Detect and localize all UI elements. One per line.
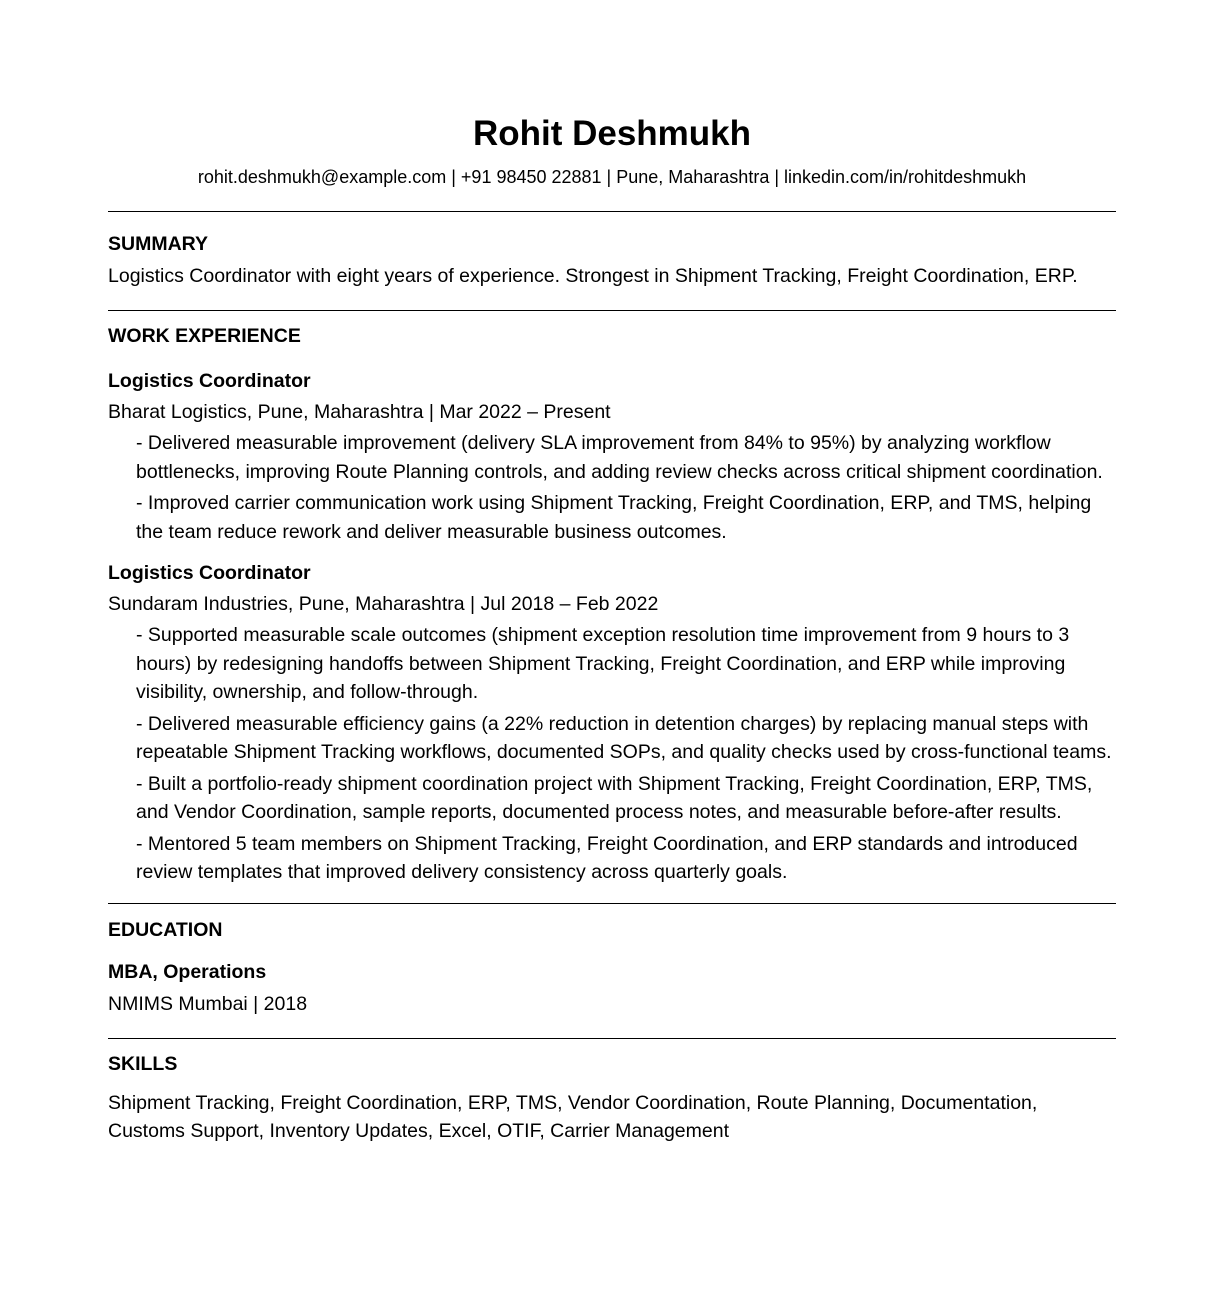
contact-line: rohit.deshmukh@example.com | +91 98450 22881 | Pune, Maharashtra | linkedin.com/in/rohitdeshmukh [197,167,1027,187]
job-company-dates: Bharat Logistics, Pune, Maharashtra | Mar 2022 – Present [108,401,611,423]
education-section [108,904,1116,1018]
school-year: NMIMS Mumbai | 2018 [108,992,308,1015]
summary-text: Logistics Coordinator with eight years of experience. Strongest in Shipment Tracking, Freight Coordination, ERP. [108,265,1078,287]
bullet-item: - Mentored 5 team members on Shipment Tracking, Freight Coordination, and ERP standards and introduced review templates that improved delivery consistency across quarterly goals. [136,832,1078,883]
degree-title: MBA, Operations [108,960,267,983]
section-title-summary: SUMMARY [108,233,209,255]
job-company-dates: Sundaram Industries, Pune, Maharashtra | Jul 2018 – Feb 2022 [108,593,659,615]
bullet-item: - Supported measurable scale outcomes (shipment exception resolution time improvement from 9 hours to 3 hours) by redesigning handoffs between Shipment Tracking, Freight Coordination, and ERP while improving visibility, ownership, and follow-through. [136,624,1070,703]
job-title: Logistics Coordinator [108,370,311,392]
summary-section [108,212,1116,290]
bullet-item: - Delivered measurable efficiency gains (a 22% reduction in detention charges) by replacing manual steps with repeatable Shipment Tracking workflows, documented SOPs, and quality checks used by cross-functional teams. [136,712,1112,763]
bullet-item: - Delivered measurable improvement (delivery SLA improvement from 84% to 95%) by analyzing workflow bottlenecks, improving Route Planning controls, and adding review checks across critical shipment coordination. [136,432,1103,483]
job-entry [108,559,1116,887]
job-title: Logistics Coordinator [108,562,311,584]
section-title-skills: SKILLS [108,1052,178,1075]
section-title-experience: WORK EXPERIENCE [108,325,301,347]
skills-text: Shipment Tracking, Freight Coordination, ERP, TMS, Vendor Coordination, Route Planning, Documentation, Customs Support, Inventory Updates, Excel, OTIF, Carrier Management [108,1091,1038,1142]
bullet-item: - Improved carrier communication work using Shipment Tracking, Freight Coordination, ERP, and TMS, helping the team reduce rework and deliver measurable business outcomes. [136,492,1092,543]
bullet-item: - Built a portfolio-ready shipment coordination project with Shipment Tracking, Freight Coordination, ERP, TMS, and Vendor Coordination, sample reports, documented process notes, and measurable before-after results. [136,772,1093,823]
candidate-name: Rohit Deshmukh [472,114,752,153]
skills-section [108,1039,1116,1145]
job-bullets [108,621,1116,887]
section-title-education: EDUCATION [108,918,223,941]
experience-section [108,311,1116,887]
job-bullets [108,429,1116,546]
job-entry [108,367,1116,546]
